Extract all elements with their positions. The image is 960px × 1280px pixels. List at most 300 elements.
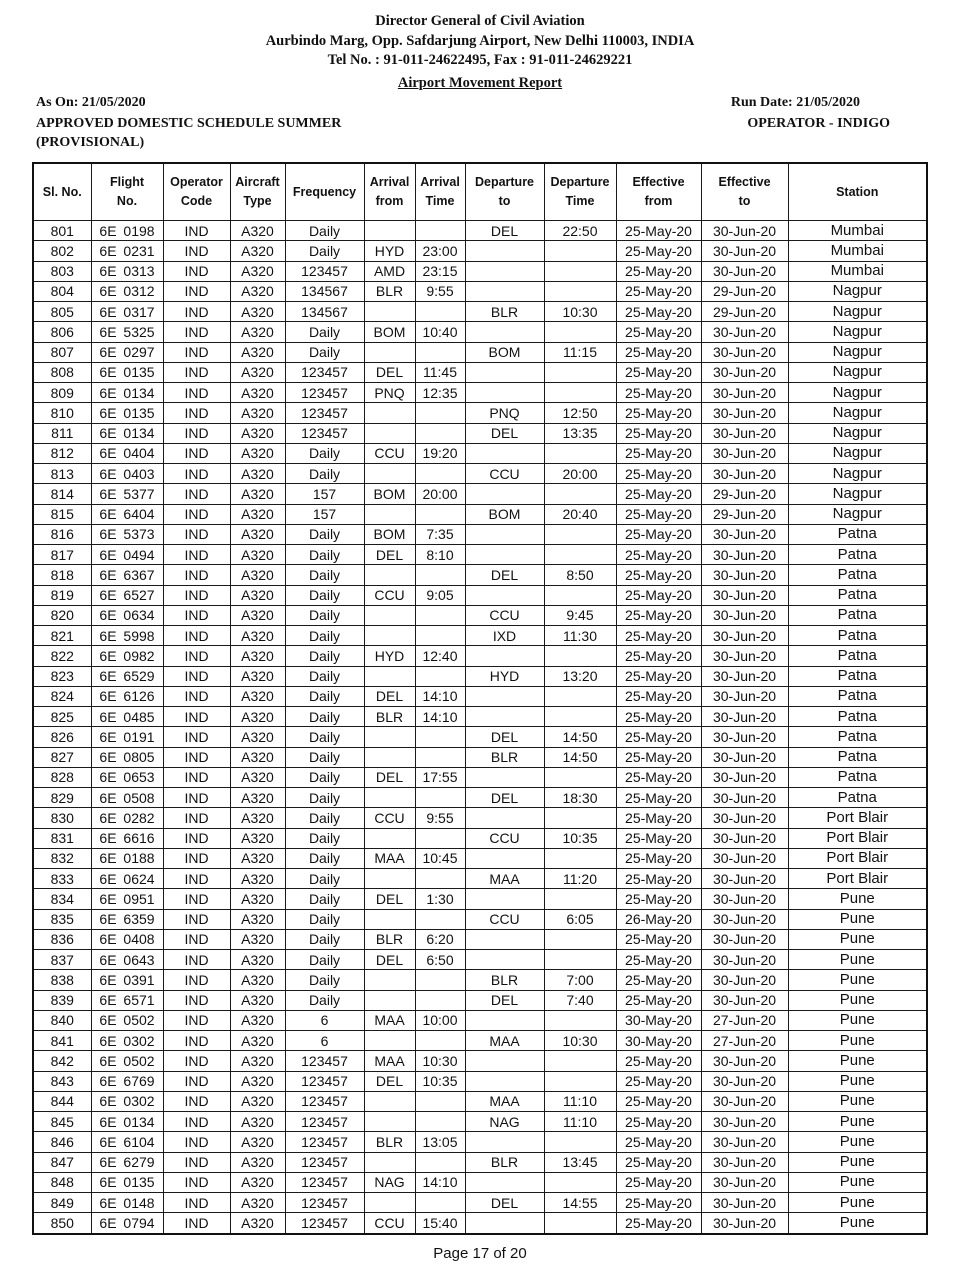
cell-aircraft-type: A320 (230, 909, 285, 929)
cell-effective-from: 25-May-20 (616, 747, 701, 767)
cell-effective-from: 30-May-20 (616, 1031, 701, 1051)
cell-effective-from: 25-May-20 (616, 808, 701, 828)
cell-effective-to: 30-Jun-20 (701, 443, 788, 463)
cell-operator-code: IND (163, 909, 230, 929)
cell-operator-code: IND (163, 1091, 230, 1111)
cell-effective-from: 25-May-20 (616, 950, 701, 970)
cell-flight-no: 6E 0302 (91, 1031, 163, 1051)
cell-arrival-time: 15:40 (415, 1213, 465, 1234)
cell-arrival-time: 17:55 (415, 767, 465, 787)
cell-operator-code: IND (163, 747, 230, 767)
cell-station: Port Blair (788, 828, 927, 848)
cell-flight-no: 6E 0485 (91, 707, 163, 727)
cell-arrival-time (415, 869, 465, 889)
cell-effective-from: 25-May-20 (616, 362, 701, 382)
cell-arrival-time: 14:10 (415, 686, 465, 706)
cell-aircraft-type: A320 (230, 1010, 285, 1030)
cell-operator-code: IND (163, 950, 230, 970)
cell-frequency: Daily (285, 707, 364, 727)
cell-effective-to: 30-Jun-20 (701, 221, 788, 241)
cell-sl-no: 808 (33, 362, 91, 382)
table-row (33, 322, 927, 342)
cell-arrival-from (364, 990, 415, 1010)
cell-station: Pune (788, 1031, 927, 1051)
cell-operator-code: IND (163, 221, 230, 241)
cell-aircraft-type: A320 (230, 788, 285, 808)
cell-frequency: 123457 (285, 403, 364, 423)
column-header-aircraft-type (230, 163, 285, 221)
org-address: Aurbindo Marg, Opp. Safdarjung Airport, New Delhi 110003, INDIA (265, 33, 695, 49)
cell-departure-to (465, 808, 544, 828)
cell-arrival-from: BLR (364, 1132, 415, 1152)
cell-effective-to: 30-Jun-20 (701, 565, 788, 585)
cell-arrival-from (364, 221, 415, 241)
cell-effective-from: 25-May-20 (616, 686, 701, 706)
table-row (33, 929, 927, 949)
cell-effective-from: 25-May-20 (616, 626, 701, 646)
table-row (33, 443, 927, 463)
cell-sl-no: 820 (33, 605, 91, 625)
cell-arrival-time (415, 990, 465, 1010)
table-row (33, 362, 927, 382)
cell-frequency: Daily (285, 241, 364, 261)
column-header-arrival-time (415, 163, 465, 221)
cell-aircraft-type: A320 (230, 484, 285, 504)
cell-operator-code: IND (163, 383, 230, 403)
cell-operator-code: IND (163, 403, 230, 423)
cell-station: Patna (788, 626, 927, 646)
cell-station: Pune (788, 990, 927, 1010)
cell-departure-to (465, 1132, 544, 1152)
cell-effective-from: 25-May-20 (616, 605, 701, 625)
cell-sl-no: 804 (33, 281, 91, 301)
cell-departure-time: 8:50 (544, 565, 616, 585)
cell-effective-to: 30-Jun-20 (701, 383, 788, 403)
table-row (33, 990, 927, 1010)
cell-flight-no: 6E 0403 (91, 464, 163, 484)
column-header-line: Arrival (369, 175, 410, 189)
cell-station: Pune (788, 1071, 927, 1091)
cell-arrival-time: 1:30 (415, 889, 465, 909)
cell-flight-no: 6E 0982 (91, 646, 163, 666)
cell-departure-time (544, 383, 616, 403)
cell-aircraft-type: A320 (230, 1193, 285, 1213)
cell-effective-to: 30-Jun-20 (701, 241, 788, 261)
cell-sl-no: 833 (33, 869, 91, 889)
cell-sl-no: 809 (33, 383, 91, 403)
table-row (33, 869, 927, 889)
cell-departure-to (465, 281, 544, 301)
cell-arrival-from (364, 565, 415, 585)
cell-arrival-time: 14:10 (415, 707, 465, 727)
cell-departure-time: 7:00 (544, 970, 616, 990)
cell-effective-from: 25-May-20 (616, 383, 701, 403)
cell-aircraft-type: A320 (230, 990, 285, 1010)
cell-station: Pune (788, 1051, 927, 1071)
cell-operator-code: IND (163, 484, 230, 504)
table-row (33, 1031, 927, 1051)
cell-flight-no: 6E 5377 (91, 484, 163, 504)
cell-station: Port Blair (788, 808, 927, 828)
cell-arrival-from: CCU (364, 443, 415, 463)
cell-frequency: 123457 (285, 1213, 364, 1234)
cell-operator-code: IND (163, 626, 230, 646)
cell-flight-no: 6E 0198 (91, 221, 163, 241)
cell-arrival-time: 19:20 (415, 443, 465, 463)
cell-frequency: Daily (285, 342, 364, 362)
cell-arrival-time (415, 909, 465, 929)
cell-arrival-time (415, 666, 465, 686)
cell-departure-time: 22:50 (544, 221, 616, 241)
table-row (33, 302, 927, 322)
cell-arrival-from: PNQ (364, 383, 415, 403)
cell-effective-to: 30-Jun-20 (701, 342, 788, 362)
cell-station: Nagpur (788, 464, 927, 484)
cell-station: Mumbai (788, 241, 927, 261)
org-name: Director General of Civil Aviation (375, 13, 585, 29)
cell-departure-to: DEL (465, 221, 544, 241)
cell-departure-time (544, 484, 616, 504)
cell-arrival-time (415, 403, 465, 423)
cell-arrival-from (364, 1152, 415, 1172)
table-row (33, 1132, 927, 1152)
cell-arrival-time (415, 342, 465, 362)
table-row (33, 808, 927, 828)
cell-effective-to: 30-Jun-20 (701, 848, 788, 868)
cell-sl-no: 845 (33, 1112, 91, 1132)
cell-departure-to: NAG (465, 1112, 544, 1132)
cell-arrival-from (364, 1031, 415, 1051)
cell-effective-from: 25-May-20 (616, 322, 701, 342)
cell-arrival-time: 13:05 (415, 1132, 465, 1152)
cell-departure-to: BOM (465, 504, 544, 524)
cell-station: Port Blair (788, 869, 927, 889)
cell-departure-time: 10:35 (544, 828, 616, 848)
cell-station: Patna (788, 767, 927, 787)
table-row (33, 1172, 927, 1192)
cell-departure-to (465, 1172, 544, 1192)
cell-effective-to: 30-Jun-20 (701, 626, 788, 646)
cell-aircraft-type: A320 (230, 403, 285, 423)
cell-operator-code: IND (163, 767, 230, 787)
cell-frequency: 157 (285, 504, 364, 524)
cell-frequency: Daily (285, 565, 364, 585)
cell-station: Patna (788, 666, 927, 686)
cell-effective-to: 30-Jun-20 (701, 524, 788, 544)
cell-sl-no: 842 (33, 1051, 91, 1071)
cell-arrival-time: 9:05 (415, 585, 465, 605)
cell-arrival-time: 20:00 (415, 484, 465, 504)
cell-effective-from: 25-May-20 (616, 524, 701, 544)
cell-effective-from: 25-May-20 (616, 585, 701, 605)
cell-effective-to: 30-Jun-20 (701, 950, 788, 970)
cell-departure-time (544, 585, 616, 605)
cell-effective-to: 30-Jun-20 (701, 545, 788, 565)
cell-frequency: 123457 (285, 1152, 364, 1172)
cell-effective-to: 30-Jun-20 (701, 1112, 788, 1132)
cell-departure-to: MAA (465, 1091, 544, 1111)
cell-flight-no: 6E 5325 (91, 322, 163, 342)
as-on-date: As On: 21/05/2020 (36, 95, 146, 110)
cell-aircraft-type: A320 (230, 221, 285, 241)
cell-departure-to: BLR (465, 302, 544, 322)
column-header-station (788, 163, 927, 221)
cell-frequency: Daily (285, 626, 364, 646)
cell-sl-no: 832 (33, 848, 91, 868)
cell-departure-time: 14:55 (544, 1193, 616, 1213)
cell-departure-time (544, 1010, 616, 1030)
cell-effective-to: 30-Jun-20 (701, 1172, 788, 1192)
cell-arrival-time: 6:20 (415, 929, 465, 949)
cell-sl-no: 824 (33, 686, 91, 706)
cell-arrival-time: 10:00 (415, 1010, 465, 1030)
table-row (33, 747, 927, 767)
cell-frequency: 123457 (285, 1091, 364, 1111)
cell-departure-to: DEL (465, 727, 544, 747)
cell-sl-no: 819 (33, 585, 91, 605)
cell-departure-to (465, 848, 544, 868)
cell-departure-to (465, 484, 544, 504)
table-row (33, 950, 927, 970)
cell-frequency: Daily (285, 788, 364, 808)
cell-operator-code: IND (163, 281, 230, 301)
cell-flight-no: 6E 0794 (91, 1213, 163, 1234)
cell-sl-no: 821 (33, 626, 91, 646)
cell-station: Mumbai (788, 261, 927, 281)
cell-effective-from: 25-May-20 (616, 1193, 701, 1213)
cell-arrival-from: BOM (364, 484, 415, 504)
cell-sl-no: 823 (33, 666, 91, 686)
cell-aircraft-type: A320 (230, 686, 285, 706)
column-header-departure-time (544, 163, 616, 221)
cell-flight-no: 6E 0148 (91, 1193, 163, 1213)
cell-flight-no: 6E 0135 (91, 362, 163, 382)
cell-departure-time: 11:10 (544, 1112, 616, 1132)
cell-sl-no: 816 (33, 524, 91, 544)
cell-operator-code: IND (163, 605, 230, 625)
cell-flight-no: 6E 0191 (91, 727, 163, 747)
cell-effective-from: 25-May-20 (616, 970, 701, 990)
operator-name: OPERATOR - INDIGO (747, 116, 890, 131)
cell-effective-from: 25-May-20 (616, 241, 701, 261)
cell-arrival-time: 10:40 (415, 322, 465, 342)
cell-station: Pune (788, 970, 927, 990)
cell-operator-code: IND (163, 788, 230, 808)
cell-departure-time (544, 646, 616, 666)
cell-sl-no: 826 (33, 727, 91, 747)
cell-departure-to (465, 950, 544, 970)
cell-effective-to: 30-Jun-20 (701, 1071, 788, 1091)
cell-flight-no: 6E 0312 (91, 281, 163, 301)
table-row (33, 524, 927, 544)
column-header-line: Operator (170, 175, 223, 189)
cell-departure-to: DEL (465, 565, 544, 585)
table-row (33, 1213, 927, 1234)
cell-effective-from: 25-May-20 (616, 342, 701, 362)
cell-departure-time (544, 848, 616, 868)
cell-frequency: 123457 (285, 1112, 364, 1132)
column-header-operator-code (163, 163, 230, 221)
cell-effective-to: 30-Jun-20 (701, 464, 788, 484)
cell-arrival-time (415, 727, 465, 747)
cell-departure-time (544, 767, 616, 787)
cell-sl-no: 812 (33, 443, 91, 463)
cell-effective-from: 25-May-20 (616, 848, 701, 868)
cell-sl-no: 829 (33, 788, 91, 808)
cell-operator-code: IND (163, 828, 230, 848)
cell-sl-no: 811 (33, 423, 91, 443)
cell-arrival-from (364, 464, 415, 484)
cell-arrival-from (364, 302, 415, 322)
cell-departure-to: DEL (465, 423, 544, 443)
cell-station: Pune (788, 1152, 927, 1172)
cell-arrival-from: DEL (364, 686, 415, 706)
column-header-line: from (375, 194, 404, 208)
cell-departure-time (544, 322, 616, 342)
column-header-flight-no (91, 163, 163, 221)
cell-departure-to: CCU (465, 605, 544, 625)
cell-effective-to: 30-Jun-20 (701, 1091, 788, 1111)
cell-operator-code: IND (163, 1193, 230, 1213)
cell-effective-from: 25-May-20 (616, 221, 701, 241)
table-row (33, 626, 927, 646)
table-row (33, 545, 927, 565)
cell-effective-from: 25-May-20 (616, 484, 701, 504)
cell-operator-code: IND (163, 1051, 230, 1071)
cell-aircraft-type: A320 (230, 1051, 285, 1071)
column-header-line: Departure (550, 175, 610, 189)
cell-aircraft-type: A320 (230, 565, 285, 585)
cell-effective-to: 30-Jun-20 (701, 869, 788, 889)
cell-effective-to: 30-Jun-20 (701, 828, 788, 848)
cell-sl-no: 830 (33, 808, 91, 828)
cell-effective-from: 25-May-20 (616, 767, 701, 787)
cell-aircraft-type: A320 (230, 342, 285, 362)
cell-arrival-time (415, 221, 465, 241)
table-row (33, 788, 927, 808)
cell-arrival-from: NAG (364, 1172, 415, 1192)
cell-effective-from: 25-May-20 (616, 666, 701, 686)
cell-sl-no: 807 (33, 342, 91, 362)
cell-departure-to: DEL (465, 1193, 544, 1213)
cell-arrival-from (364, 626, 415, 646)
cell-departure-time: 20:00 (544, 464, 616, 484)
column-header-arrival-from (364, 163, 415, 221)
cell-effective-to: 30-Jun-20 (701, 1193, 788, 1213)
cell-flight-no: 6E 0135 (91, 1172, 163, 1192)
cell-station: Patna (788, 585, 927, 605)
cell-station: Nagpur (788, 504, 927, 524)
cell-arrival-time (415, 1152, 465, 1172)
table-row (33, 464, 927, 484)
cell-arrival-from: BLR (364, 929, 415, 949)
cell-aircraft-type: A320 (230, 626, 285, 646)
cell-effective-to: 30-Jun-20 (701, 403, 788, 423)
cell-departure-to (465, 1071, 544, 1091)
cell-aircraft-type: A320 (230, 950, 285, 970)
cell-flight-no: 6E 5998 (91, 626, 163, 646)
cell-departure-time: 13:20 (544, 666, 616, 686)
cell-station: Nagpur (788, 281, 927, 301)
cell-station: Patna (788, 646, 927, 666)
cell-arrival-time: 10:45 (415, 848, 465, 868)
cell-flight-no: 6E 0653 (91, 767, 163, 787)
cell-effective-from: 25-May-20 (616, 990, 701, 1010)
cell-aircraft-type: A320 (230, 767, 285, 787)
cell-aircraft-type: A320 (230, 524, 285, 544)
cell-arrival-from: DEL (364, 950, 415, 970)
cell-operator-code: IND (163, 686, 230, 706)
cell-aircraft-type: A320 (230, 302, 285, 322)
column-header-line: No. (116, 194, 138, 208)
cell-aircraft-type: A320 (230, 585, 285, 605)
cell-effective-from: 25-May-20 (616, 646, 701, 666)
column-header-effective-to (701, 163, 788, 221)
cell-departure-to: MAA (465, 869, 544, 889)
cell-flight-no: 6E 6104 (91, 1132, 163, 1152)
cell-operator-code: IND (163, 1031, 230, 1051)
cell-departure-time: 14:50 (544, 747, 616, 767)
cell-aircraft-type: A320 (230, 747, 285, 767)
table-body (33, 221, 927, 1234)
cell-arrival-from: MAA (364, 1010, 415, 1030)
cell-effective-from: 25-May-20 (616, 727, 701, 747)
cell-arrival-from: MAA (364, 848, 415, 868)
table-row (33, 403, 927, 423)
cell-station: Port Blair (788, 848, 927, 868)
cell-effective-from: 25-May-20 (616, 545, 701, 565)
cell-station: Nagpur (788, 484, 927, 504)
cell-operator-code: IND (163, 808, 230, 828)
cell-departure-to (465, 241, 544, 261)
cell-arrival-from (364, 909, 415, 929)
cell-frequency: Daily (285, 747, 364, 767)
cell-station: Nagpur (788, 443, 927, 463)
cell-operator-code: IND (163, 666, 230, 686)
cell-aircraft-type: A320 (230, 383, 285, 403)
cell-operator-code: IND (163, 1112, 230, 1132)
cell-arrival-time (415, 565, 465, 585)
cell-flight-no: 6E 0188 (91, 848, 163, 868)
cell-sl-no: 834 (33, 889, 91, 909)
cell-aircraft-type: A320 (230, 261, 285, 281)
table-row (33, 889, 927, 909)
column-header-line: Arrival (420, 175, 460, 189)
cell-sl-no: 831 (33, 828, 91, 848)
cell-departure-time: 13:35 (544, 423, 616, 443)
cell-frequency: 123457 (285, 261, 364, 281)
cell-flight-no: 6E 0408 (91, 929, 163, 949)
cell-flight-no: 6E 0134 (91, 423, 163, 443)
cell-frequency: 123457 (285, 423, 364, 443)
table-row (33, 565, 927, 585)
cell-frequency: Daily (285, 322, 364, 342)
cell-operator-code: IND (163, 524, 230, 544)
cell-operator-code: IND (163, 1010, 230, 1030)
schedule-title: APPROVED DOMESTIC SCHEDULE SUMMER (36, 116, 342, 131)
cell-flight-no: 6E 6404 (91, 504, 163, 524)
cell-arrival-time: 12:35 (415, 383, 465, 403)
cell-station: Pune (788, 1213, 927, 1234)
cell-effective-to: 30-Jun-20 (701, 767, 788, 787)
cell-departure-time (544, 808, 616, 828)
cell-station: Nagpur (788, 423, 927, 443)
cell-flight-no: 6E 0134 (91, 383, 163, 403)
table-row (33, 727, 927, 747)
cell-effective-to: 30-Jun-20 (701, 727, 788, 747)
cell-frequency: Daily (285, 464, 364, 484)
cell-arrival-time (415, 626, 465, 646)
